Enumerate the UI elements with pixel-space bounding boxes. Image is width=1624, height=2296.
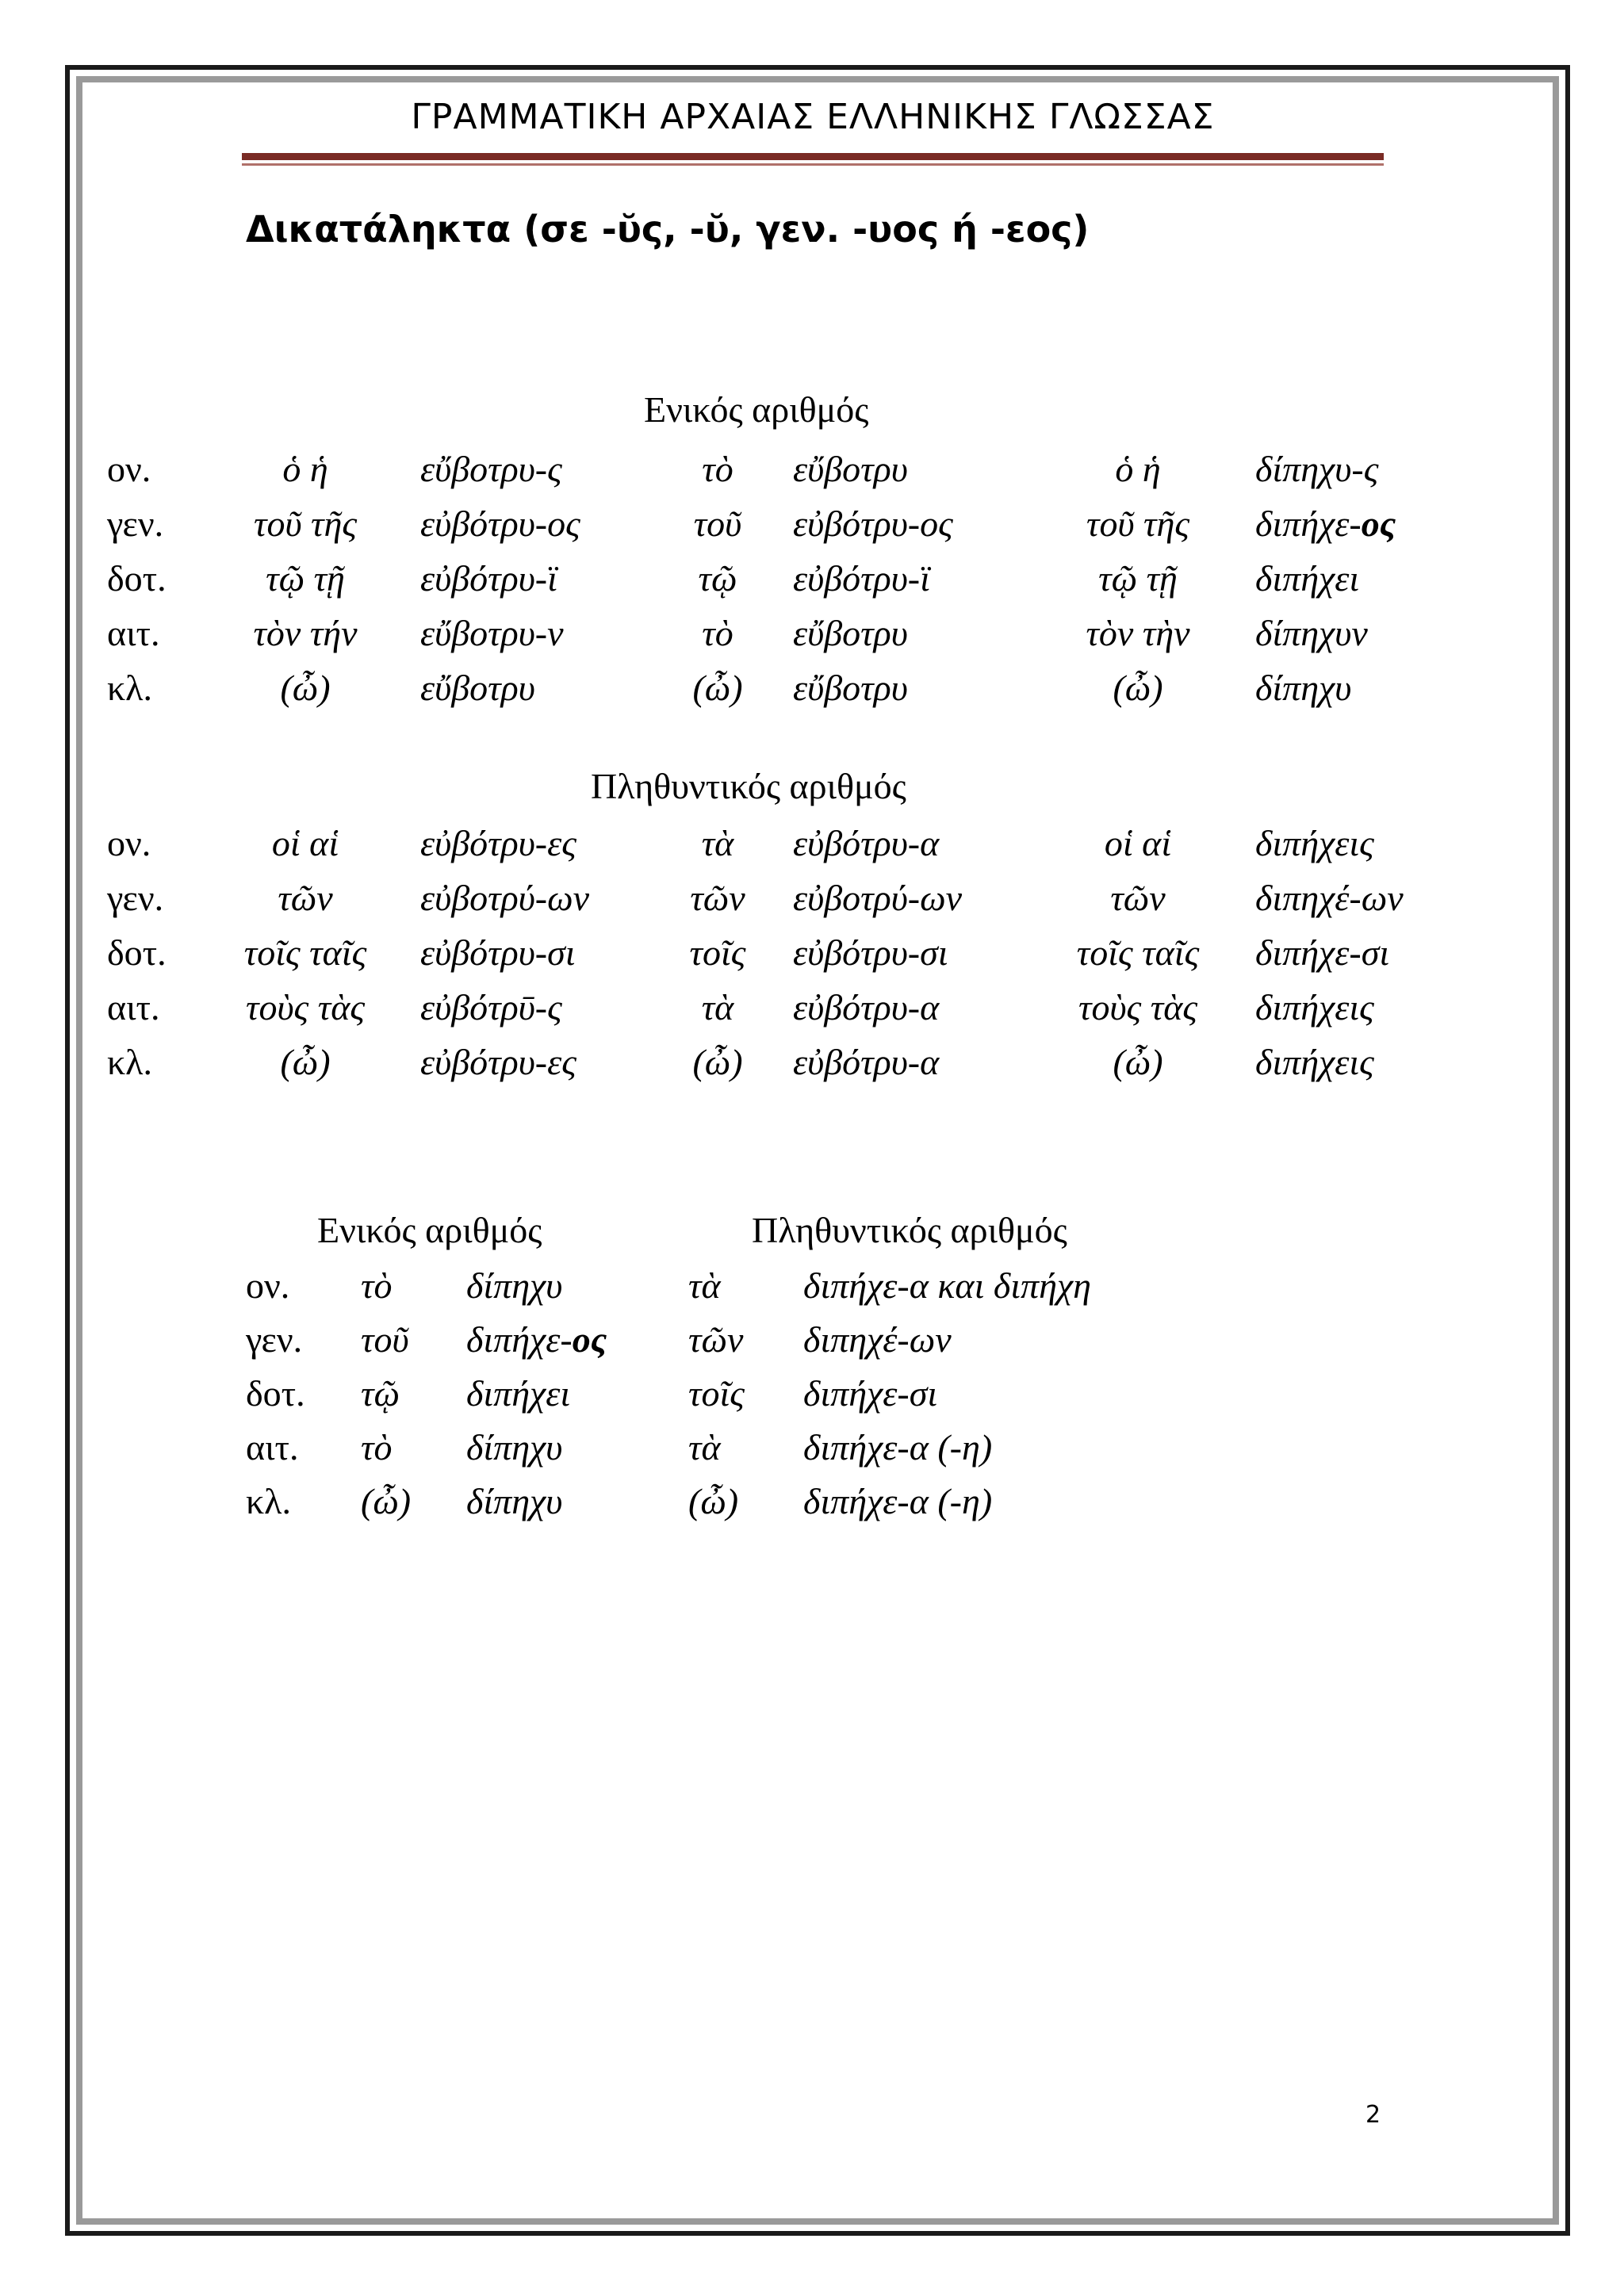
table-cell: διπήχει [1255, 558, 1360, 599]
table-cell: τοῖς ταῖς [243, 932, 367, 973]
table-cell: διπηχέ-ων [803, 1319, 952, 1360]
table-cell: εὐβότρυ-α [793, 823, 940, 863]
table-cell: διπήχε-σι [1255, 932, 1390, 973]
table-cell: (ὦ) [692, 1042, 743, 1082]
table-cell: εὐβότρυ-σι [793, 932, 948, 973]
table-cell: τὰ [688, 1427, 721, 1468]
table-cell: διπήχει [466, 1373, 571, 1414]
table-cell: εὐβότρυ-ος [420, 503, 580, 544]
table-cell: διπηχέ-ων [1255, 878, 1404, 918]
table-cell: τὰ [688, 1265, 721, 1306]
table-cell: κλ. [107, 668, 152, 708]
table-cell: τοῦ τῆς [1086, 503, 1190, 544]
table-cell: οἱ αἱ [1104, 823, 1172, 863]
table-cell: ὁ ἡ [1115, 449, 1161, 489]
page-header: ΓΡΑΜΜΑΤΙΚΗ ΑΡΧΑΙΑΣ ΕΛΛΗΝΙΚΗΣ ΓΛΩΣΣΑΣ [411, 97, 1215, 137]
table-cell: δίπηχυ-ς [1255, 449, 1379, 489]
table-cell: δίπηχυ [466, 1265, 563, 1306]
page-number: 2 [1365, 2101, 1381, 2129]
header-rule-thin [242, 163, 1384, 166]
table-cell: αιτ. [107, 987, 160, 1027]
table-cell: τῶν [688, 1319, 744, 1360]
table-cell: ον. [107, 823, 151, 863]
table-cell: τοὺς τὰς [245, 987, 366, 1027]
table-cell: εὐβότρυ-ες [420, 823, 576, 863]
table2-singular-heading: Ενικός αριθμός [317, 1210, 542, 1250]
table-cell: εὐβοτρύ-ων [793, 878, 963, 918]
table-cell: γεν. [107, 878, 164, 918]
table-cell: τὸ [361, 1265, 393, 1306]
table-cell: τὸ [702, 613, 733, 653]
table-cell: τῷ τῇ [266, 558, 345, 599]
table-cell: τὸν τὴν [1086, 613, 1190, 653]
table-cell: διπήχε-α και διπήχη [803, 1265, 1091, 1306]
table1-singular-heading: Ενικός αριθμός [644, 389, 869, 430]
table-cell: τοῖς ταῖς [1076, 932, 1200, 973]
table-cell: γεν. [246, 1319, 303, 1360]
table-cell: τοῖς [688, 1373, 745, 1414]
table-cell: (ὦ) [1113, 1042, 1163, 1082]
table2-plural-heading: Πληθυντικός αριθμός [752, 1210, 1067, 1250]
table-cell: αιτ. [107, 613, 160, 653]
table-cell: τὰ [701, 987, 734, 1027]
table-cell: δίπηχυ [1255, 668, 1352, 708]
table-cell: εὔβοτρυ [793, 668, 908, 708]
table-cell: (ὦ) [688, 1481, 739, 1521]
table1-plural-heading: Πληθυντικός αριθμός [591, 766, 906, 806]
table-cell: διπήχε-σι [803, 1373, 938, 1414]
table-cell: εὐβότρυ-ϊ [420, 558, 557, 599]
table-cell: εὐβοτρύ-ων [420, 878, 590, 918]
table-cell: (ὦ) [1113, 668, 1163, 708]
table-cell: εὔβοτρυ [793, 613, 908, 653]
page-title: Δικατάληκτα (σε -ῠς, -ῠ, γεν. -υος ή -εος) [246, 208, 1090, 251]
table-cell: δίπηχυν [1255, 613, 1368, 653]
table-cell: τῶν [690, 878, 745, 918]
table-cell: (ὦ) [280, 668, 331, 708]
table-cell: εὔβοτρυ-ν [420, 613, 564, 653]
table-cell: τοῦ [693, 503, 742, 544]
table-cell: ον. [107, 449, 151, 489]
table-cell: εὐβότρυ-ες [420, 1042, 576, 1082]
table-cell: διπήχεις [1255, 987, 1374, 1027]
table-cell: τῷ [698, 558, 737, 599]
table-cell: (ὦ) [280, 1042, 331, 1082]
table-cell: τοῖς [689, 932, 746, 973]
table-cell: τῶν [278, 878, 333, 918]
table-cell: (ὦ) [361, 1481, 412, 1521]
table-cell: τοῦ τῆς [253, 503, 358, 544]
table-cell: τὸν τήν [253, 613, 358, 653]
table-cell: ον. [246, 1265, 290, 1306]
table-cell: κλ. [246, 1481, 291, 1521]
table-cell: εὐβότρυ-σι [420, 932, 576, 973]
table-cell: γεν. [107, 503, 164, 544]
table-cell: διπήχεις [1255, 1042, 1374, 1082]
table-cell: τὰ [701, 823, 734, 863]
table-cell: τὸ [702, 449, 733, 489]
table-cell: εὐβότρυ-α [793, 1042, 940, 1082]
table-cell: τῷ [361, 1373, 400, 1414]
table-cell: οἱ αἱ [271, 823, 339, 863]
table-cell: διπήχεις [1255, 823, 1374, 863]
table-cell: διπήχε-ος [466, 1319, 607, 1360]
table-cell: τῶν [1110, 878, 1166, 918]
table-cell: (ὦ) [692, 668, 743, 708]
header-rule [242, 153, 1384, 160]
table-cell: διπήχε-α (-η) [803, 1481, 993, 1521]
table-cell: τὸ [361, 1427, 393, 1468]
table-cell: δοτ. [107, 932, 167, 973]
table-cell: τοὺς τὰς [1078, 987, 1198, 1027]
table-cell: δοτ. [246, 1373, 305, 1414]
table-cell: εὐβότρυ-α [793, 987, 940, 1027]
table-cell: ὁ ἡ [282, 449, 328, 489]
table-cell: διπήχε-α (-η) [803, 1427, 993, 1468]
table-cell: δίπηχυ [466, 1481, 563, 1521]
table-cell: εὔβοτρυ [793, 449, 908, 489]
table-cell: εὔβοτρυ-ς [420, 449, 562, 489]
table-cell: εὐβότρυ-ος [793, 503, 953, 544]
table-cell: τῷ τῇ [1098, 558, 1178, 599]
table-cell: δοτ. [107, 558, 167, 599]
table-cell: αιτ. [246, 1427, 299, 1468]
table-cell: εὐβότρῡ-ς [420, 987, 562, 1027]
table-cell: εὐβότρυ-ϊ [793, 558, 930, 599]
table-cell: δίπηχυ [466, 1427, 563, 1468]
table-cell: τοῦ [361, 1319, 409, 1360]
table-cell: διπήχε-ος [1255, 503, 1396, 544]
table-cell: εὔβοτρυ [420, 668, 535, 708]
table-cell: κλ. [107, 1042, 152, 1082]
